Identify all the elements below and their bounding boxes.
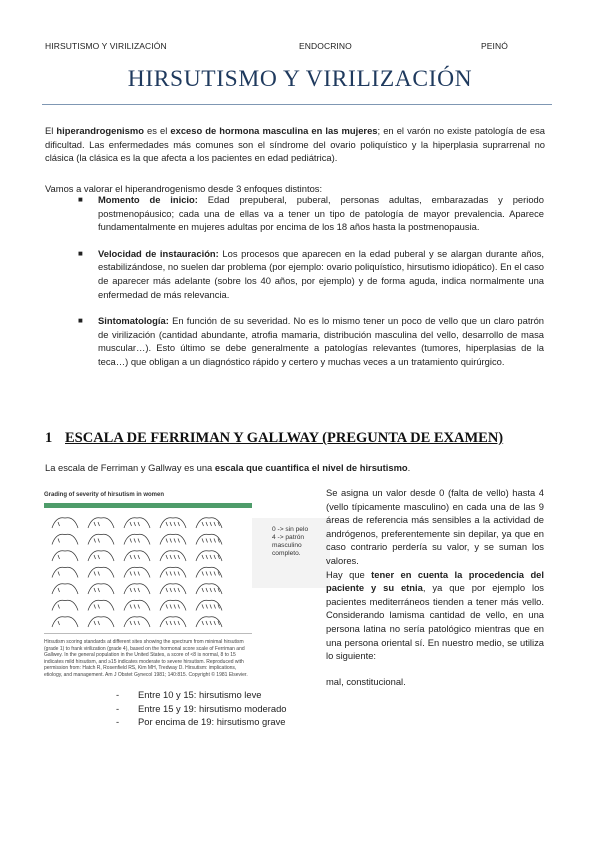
hair-stroke: [178, 555, 180, 559]
hair-stroke: [130, 539, 132, 543]
list-item: ■ Velocidad de instauración: Los procesos que aparecen en la edad puberal y se alargan durante años, estabilizándose, no suelen dar problema (por ejemplo: ovario poliquístico, hirsutismo idiopático). En el caso de aparecer más adelante (sobre los 40 años, por ejemplo) y de forma aguda, indica normalmente una enfermedad de más relevancia.: [78, 247, 545, 300]
hair-stroke: [58, 522, 60, 526]
hair-stroke: [130, 621, 132, 625]
hair-stroke: [58, 572, 60, 576]
hair-stroke: [138, 621, 140, 625]
header-left: HIRSUTISMO Y VIRILIZACIÓN: [45, 41, 167, 51]
hair-stroke: [94, 555, 96, 559]
hair-stroke: [94, 539, 96, 543]
hair-stroke: [214, 605, 216, 609]
hair-stroke: [138, 572, 140, 576]
hair-region-sketch: [88, 567, 114, 577]
hair-stroke: [214, 539, 216, 543]
hair-region-sketch: [52, 567, 78, 577]
hair-stroke: [58, 605, 60, 609]
hair-stroke: [166, 572, 168, 576]
hair-region-sketch: [160, 567, 186, 577]
hair-stroke: [174, 572, 176, 576]
figure-caption: Hirsutism scoring standards at different sites showing the spectrum from minimal hirsutism (grade 1) to frank virilization (grade 4), based on the hormonal score scale of Ferriman and Gallwey. In the general population in the United States, a score of <8 is normal, 8 to 15 indicates mild hirsutism, and ≥15 indicates moderate to severe hirsutism. Reproduced with permission from: Hatch R, Rosenfield RS, Kim MH, Tredway D. Hirsutism: implications, etiology, and management. Am J Obstet Gynecol 1981; 140:815. Copyright © 1981 Elsevier.: [44, 639, 248, 678]
hair-region-sketch: [124, 617, 150, 627]
hair-stroke: [98, 588, 100, 592]
hair-stroke: [94, 621, 96, 625]
hair-region-sketch: [88, 584, 114, 594]
hair-region-sketch: [160, 617, 186, 627]
hair-region-sketch: [160, 584, 186, 594]
hair-stroke: [174, 605, 176, 609]
hair-region-sketch: [88, 600, 114, 610]
hair-stroke: [130, 572, 132, 576]
hair-stroke: [210, 605, 212, 609]
hair-stroke: [210, 555, 212, 559]
bullet-icon: ■: [78, 316, 83, 326]
hair-stroke: [130, 588, 132, 592]
hair-stroke: [98, 522, 100, 526]
figure-title: Grading of severity of hirsutism in women: [44, 492, 165, 498]
hair-stroke: [166, 621, 168, 625]
title-divider: [42, 104, 552, 105]
hair-stroke: [170, 572, 172, 576]
figure-divider: [44, 633, 252, 634]
hair-stroke: [130, 522, 132, 526]
hair-stroke: [174, 522, 176, 526]
hair-stroke: [178, 605, 180, 609]
list-item: - Por encima de 19: hirsutismo grave: [116, 716, 286, 728]
figure-header-band: [44, 503, 252, 508]
scale-intro: La escala de Ferriman y Gallway es una escala que cuantifica el nivel de hirsutismo.: [45, 462, 411, 473]
list-item: - Entre 10 y 15: hirsutismo leve: [116, 689, 262, 700]
hair-stroke: [166, 605, 168, 609]
hair-stroke: [214, 555, 216, 559]
hair-stroke: [206, 522, 208, 526]
hair-stroke: [94, 588, 96, 592]
hair-stroke: [202, 588, 204, 592]
hair-stroke: [130, 555, 132, 559]
hair-region-sketch: [160, 600, 186, 610]
hair-region-sketch: [124, 567, 150, 577]
hair-stroke: [206, 539, 208, 543]
legend-min: 0 -> sin pelo: [272, 526, 309, 533]
hair-stroke: [202, 522, 204, 526]
intro-lead: Vamos a valorar el hiperandrogenismo desde 3 enfoques distintos:: [45, 183, 323, 194]
hair-region-sketch: [52, 551, 78, 561]
hair-stroke: [178, 621, 180, 625]
hair-stroke: [98, 555, 100, 559]
hair-stroke: [94, 605, 96, 609]
severity-ranges: [116, 688, 287, 729]
hair-stroke: [94, 572, 96, 576]
hair-region-sketch: [124, 534, 150, 544]
hair-stroke: [166, 522, 168, 526]
hair-region-sketch: [124, 518, 150, 528]
hair-stroke: [206, 572, 208, 576]
hair-stroke: [58, 621, 60, 625]
hair-stroke: [138, 605, 140, 609]
hair-stroke: [206, 555, 208, 559]
hair-stroke: [98, 605, 100, 609]
hair-stroke: [58, 588, 60, 592]
hair-stroke: [170, 621, 172, 625]
hair-stroke: [178, 572, 180, 576]
hair-stroke: [98, 572, 100, 576]
hair-stroke: [202, 539, 204, 543]
section-heading: 1 ESCALA DE FERRIMAN Y GALLWAY (PREGUNTA DE EXAMEN): [45, 430, 504, 446]
hair-stroke: [210, 539, 212, 543]
hair-stroke: [178, 539, 180, 543]
bullet-icon: ■: [78, 195, 83, 204]
hair-stroke: [166, 588, 168, 592]
hair-stroke: [210, 621, 212, 625]
hair-stroke: [174, 555, 176, 559]
hair-stroke: [170, 605, 172, 609]
legend-max: 4 -> patrón masculino completo.: [272, 534, 305, 557]
hair-region-sketch: [52, 534, 78, 544]
hair-stroke: [206, 621, 208, 625]
hair-stroke: [178, 588, 180, 592]
hair-stroke: [134, 621, 136, 625]
hair-stroke: [170, 555, 172, 559]
hair-stroke: [134, 555, 136, 559]
hair-region-sketch: [124, 551, 150, 561]
hair-stroke: [166, 539, 168, 543]
list-item: - Entre 15 y 19: hirsutismo moderado: [116, 702, 287, 714]
hair-stroke: [206, 605, 208, 609]
list-item: ■ Momento de inicio: Edad prepuberal, puberal, personas adultas, embarazadas y periodo postmenopáusico; cada una de ellas va a tener un tipo de patología de mayor prevalencia. Aparece fundamentalmente en mujeres adultas por encima de los 18 años hasta la postmenopausia.: [78, 194, 544, 233]
page-title: HIRSUTISMO Y VIRILIZACIÓN: [127, 66, 473, 92]
header-center: ENDOCRINO: [299, 41, 352, 51]
intro-paragraph: El hiperandrogenismo es el exceso de hormona masculina en las mujeres; en el varón no existe patología de esa dificultad. Las enfermedades más comunes son el síndrome del ovario poliquístico y la hiperplasia suprarrenal no clásica (la clásica es la que afecta a los pacientes en edad pediátrica).: [45, 125, 545, 164]
hair-stroke: [138, 522, 140, 526]
hair-stroke: [134, 522, 136, 526]
hair-stroke: [178, 522, 180, 526]
hair-region-sketch: [124, 600, 150, 610]
hair-stroke: [134, 572, 136, 576]
bullet-icon: ■: [78, 248, 83, 258]
hair-stroke: [98, 621, 100, 625]
scale-note: mal, constitucional.: [326, 676, 406, 687]
hair-region-sketch: [160, 534, 186, 544]
hair-stroke: [166, 555, 168, 559]
hair-stroke: [202, 621, 204, 625]
hair-stroke: [174, 588, 176, 592]
hair-region-sketch: [52, 617, 78, 627]
hair-stroke: [174, 539, 176, 543]
hair-stroke: [98, 539, 100, 543]
hair-stroke: [134, 605, 136, 609]
hair-stroke: [138, 588, 140, 592]
hair-region-sketch: [52, 584, 78, 594]
hair-stroke: [214, 522, 216, 526]
hair-stroke: [170, 539, 172, 543]
hair-region-sketch: [124, 584, 150, 594]
hair-region-sketch: [160, 551, 186, 561]
hair-stroke: [214, 572, 216, 576]
hair-stroke: [134, 588, 136, 592]
hair-region-sketch: [88, 551, 114, 561]
hair-stroke: [206, 588, 208, 592]
hair-stroke: [138, 539, 140, 543]
header-right: PEINÓ: [481, 41, 508, 51]
approach-list: [78, 193, 544, 382]
hair-region-sketch: [160, 518, 186, 528]
hair-stroke: [58, 555, 60, 559]
hair-stroke: [210, 522, 212, 526]
hair-stroke: [134, 539, 136, 543]
hair-stroke: [210, 572, 212, 576]
hair-stroke: [138, 555, 140, 559]
ferriman-gallwey-figure: [42, 492, 322, 718]
hair-stroke: [130, 605, 132, 609]
hair-stroke: [214, 588, 216, 592]
list-item: ■ Sintomatología: En función de su severidad. No es lo mismo tener un poco de vello que un claro patrón de virilización (cantidad abundante, atrofia mamaria, distribución masculina del vello, desarrollo de masa muscular…). Esto último se debe generalmente a patologías relevantes (tumores, hiperplasias de la teca…) que obligan a un diagnóstico rápido y certero y muchas veces a un tratamiento quirúrgico.: [78, 315, 544, 367]
hair-stroke: [202, 572, 204, 576]
hair-stroke: [170, 522, 172, 526]
figure-legend: [252, 518, 330, 588]
hair-stroke: [210, 588, 212, 592]
hair-region-sketch: [88, 617, 114, 627]
hair-stroke: [174, 621, 176, 625]
hair-stroke: [58, 539, 60, 543]
hair-region-sketch: [52, 600, 78, 610]
hair-stroke: [170, 588, 172, 592]
hair-region-sketch: [88, 518, 114, 528]
scale-explanation: Se asigna un valor desde 0 (falta de vello) hasta 4 (vello típicamente masculino) en cada una de las 9 áreas de referencia más sensibles a la actividad de andrógenos, preferentemente sin depilar, ya que en caso contrario perdería su valor, y se suman los valores. Hay que tener en cuenta la procedencia del paciente y su etnia, ya que por ejemplo los pacientes mediterráneos tienden a tener más vello. Considerando lamisma cantidad de vello, en una persona latina no sería patológico mientras que en una persona oriental sí. En nuestro medio, se utiliza lo siguiente:: [326, 487, 544, 662]
hair-pattern-grid: [48, 512, 228, 632]
hair-region-sketch: [88, 534, 114, 544]
hair-stroke: [202, 555, 204, 559]
hair-stroke: [202, 605, 204, 609]
hair-stroke: [94, 522, 96, 526]
hair-stroke: [214, 621, 216, 625]
hair-region-sketch: [52, 518, 78, 528]
